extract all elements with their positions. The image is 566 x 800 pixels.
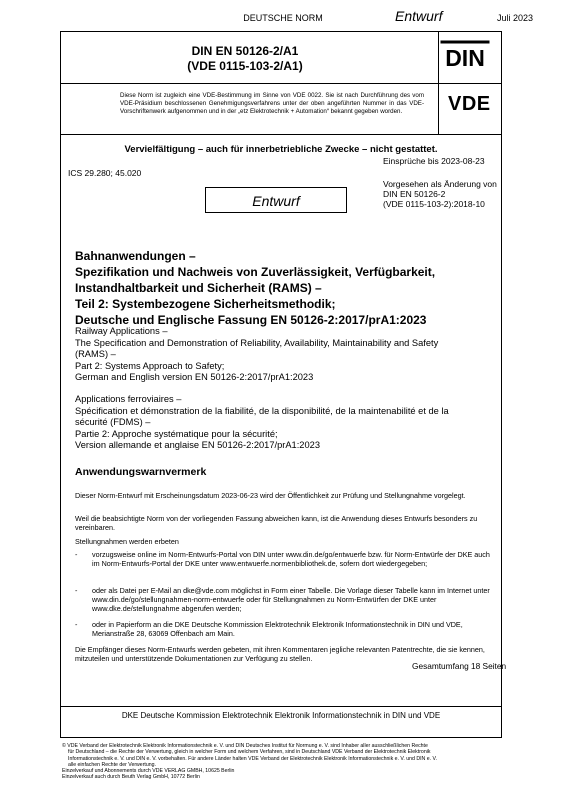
bullet-marker: -	[75, 586, 78, 595]
title-line: Applications ferroviaires –	[75, 394, 182, 404]
list-item	[75, 586, 495, 614]
title-line: (RAMS) –	[75, 349, 116, 359]
copyright-line: alle einfachen Rechte der Verwertung.	[68, 761, 156, 768]
vde-logo: VDE	[448, 93, 491, 115]
amendment-line: Vorgesehen als Änderung von	[383, 179, 497, 189]
title-line: Deutsche und Englische Fassung EN 50126-2:2017/prA1:2023	[75, 313, 427, 327]
title-german	[75, 248, 495, 328]
status-label: Entwurf	[395, 8, 443, 24]
title-line: Version allemande et anglaise EN 50126-2:2017/prA1:2023	[75, 440, 320, 450]
vde-statement: Diese Norm ist zugleich eine VDE-Bestimmung im Sinne von VDE 0022. Sie ist nach Durchführung des vom VDE-Präsidium beschlossenen Genehmigungsverfahrens unter der oben angeführten Nummer in das VDE-Vorschriftenwerk aufgenommen und in der „etz Elektrotechnik + Automation“ bekannt gegeben worden.	[120, 92, 424, 115]
title-line: Spécification et démonstration de la fiabilité, de la disponibilité, de la maintenabilité et de la	[75, 405, 449, 416]
list-item	[75, 550, 495, 578]
copyright-notice	[62, 743, 562, 781]
bullet-marker: -	[75, 550, 78, 559]
standard-number	[60, 44, 430, 74]
warning-paragraph: Stellungnahmen werden erbeten	[75, 537, 179, 546]
warning-heading: Anwendungswarnvermerk	[75, 466, 207, 478]
issue-date: Juli 2023	[497, 13, 534, 23]
title-line: The Specification and Demonstration of Reliability, Availability, Maintainability and Safety	[75, 337, 439, 348]
copyright-line: Einzelverkauf auch durch Beuth Verlag GmbH, 10772 Berlin	[62, 774, 200, 781]
title-line: Instandhaltbarkeit und Sicherheit (RAMS) –	[75, 281, 322, 295]
ics-code: ICS 29.280; 45.020	[68, 168, 142, 178]
copyright-line: für Deutschland – die Rechte der Verwertung, gleich in welcher Form und welchem Verfahren, sind in Deutschland VDE Verband der Elektrotechnik Elektronik	[68, 749, 431, 756]
warning-paragraph: Die Empfänger dieses Norm-Entwurfs werden gebeten, mit ihren Kommentaren jegliche relevanten Patentrechte, die sie kennen, mitzuteilen und unterstützende Dokumentationen zur Verfügung zu stellen.	[75, 645, 485, 663]
din-logo-mark	[440, 40, 490, 70]
list-item-text: oder in Papierform an die DKE Deutsche Kommission Elektrotechnik Elektronik Informationstechnik in DIN und VDE, Merianstraße 28, 63069 Offenbach am Main.	[92, 620, 463, 638]
title-line: sécurité (FDMS) –	[75, 417, 151, 427]
title-line: Spezifikation und Nachweis von Zuverlässigkeit, Verfügbarkeit,	[75, 265, 436, 279]
divider	[61, 706, 501, 707]
title-english	[75, 326, 495, 384]
draft-box: Entwurf	[205, 187, 347, 213]
bullet-marker: -	[75, 620, 78, 629]
amendment-line: (VDE 0115-103-2):2018-10	[383, 199, 485, 209]
warning-paragraph: Dieser Norm-Entwurf mit Erscheinungsdatum 2023-06-23 wird der Öffentlichkeit zur Prüfung und Stellungnahme vorgelegt.	[75, 491, 466, 500]
title-french	[75, 394, 495, 452]
footer-organisation: DKE Deutsche Kommission Elektrotechnik Elektronik Informationstechnik in DIN und VDE	[121, 711, 441, 720]
reproduction-notice: Vervielfältigung – auch für innerbetriebliche Zwecke – nicht gestattet.	[124, 144, 438, 155]
norm-label: DEUTSCHE NORM	[243, 13, 323, 23]
title-line: Bahnanwendungen –	[75, 249, 196, 263]
objection-deadline: Einsprüche bis 2023-08-23	[383, 156, 485, 166]
amendment-line: DIN EN 50126-2	[383, 189, 446, 199]
copyright-line: Informationstechnik e. V. und DIN e. V. vorbehalten. Für andere Länder halten VDE Verband der Elektrotechnik Elektronik Informationstechnik e. V. und DIN e. V.	[68, 755, 437, 762]
copyright-line: Einzelverkauf und Abonnements durch VDE VERLAG GMBH, 10625 Berlin	[62, 768, 235, 775]
divider	[61, 83, 501, 84]
title-line: Partie 2: Approche systématique pour la sécurité;	[75, 428, 278, 439]
copyright-line: © VDE Verband der Elektrotechnik Elektronik Informationstechnik e. V. und DIN Deutsches Institut für Normung e. V. sind Inhaber aller ausschließlichen Rechte	[62, 743, 428, 749]
list-item-text: vorzugsweise online im Norm-Entwurfs-Portal von DIN unter www.din.de/go/entwuerfe bzw. für Norm-Entwürfe der DKE auch im Norm-Entwurfs-Portal der DKE unter www.entwuerfe.normenbibliothek.de, sofern dort wiedergegeben;	[92, 550, 490, 568]
din-logo	[440, 40, 490, 70]
total-pages: Gesamtumfang 18 Seiten	[412, 661, 507, 671]
list-item	[75, 620, 495, 640]
din-logo-text: DIN	[445, 45, 485, 70]
list-item-text: oder als Datei per E-Mail an dke@vde.com möglichst in Form einer Tabelle. Die Vorlage dieser Tabelle kann im Internet unter www.din.de/go/stellungnahmen-norm-entwuerfe oder für Stellungnahmen zu Norm-Entwürfen der DKE unter www.dke.de/stellungnahme abgerufen werden;	[92, 586, 490, 613]
standard-din-number: DIN EN 50126-2/A1	[191, 44, 299, 58]
standard-vde-number: (VDE 0115-103-2/A1)	[187, 59, 303, 73]
intended-amendment	[383, 179, 497, 209]
divider	[438, 32, 439, 134]
title-line: Railway Applications –	[75, 326, 168, 336]
warning-paragraph: Weil die beabsichtigte Norm von der vorliegenden Fassung abweichen kann, ist die Anwendung dieses Entwurfs besonders zu vereinbaren.	[75, 514, 478, 532]
title-line: German and English version EN 50126-2:2017/prA1:2023	[75, 372, 314, 382]
title-line: Part 2: Systems Approach to Safety;	[75, 360, 225, 371]
divider	[61, 134, 501, 135]
title-line: Teil 2: Systembezogene Sicherheitsmethodik;	[75, 297, 336, 311]
